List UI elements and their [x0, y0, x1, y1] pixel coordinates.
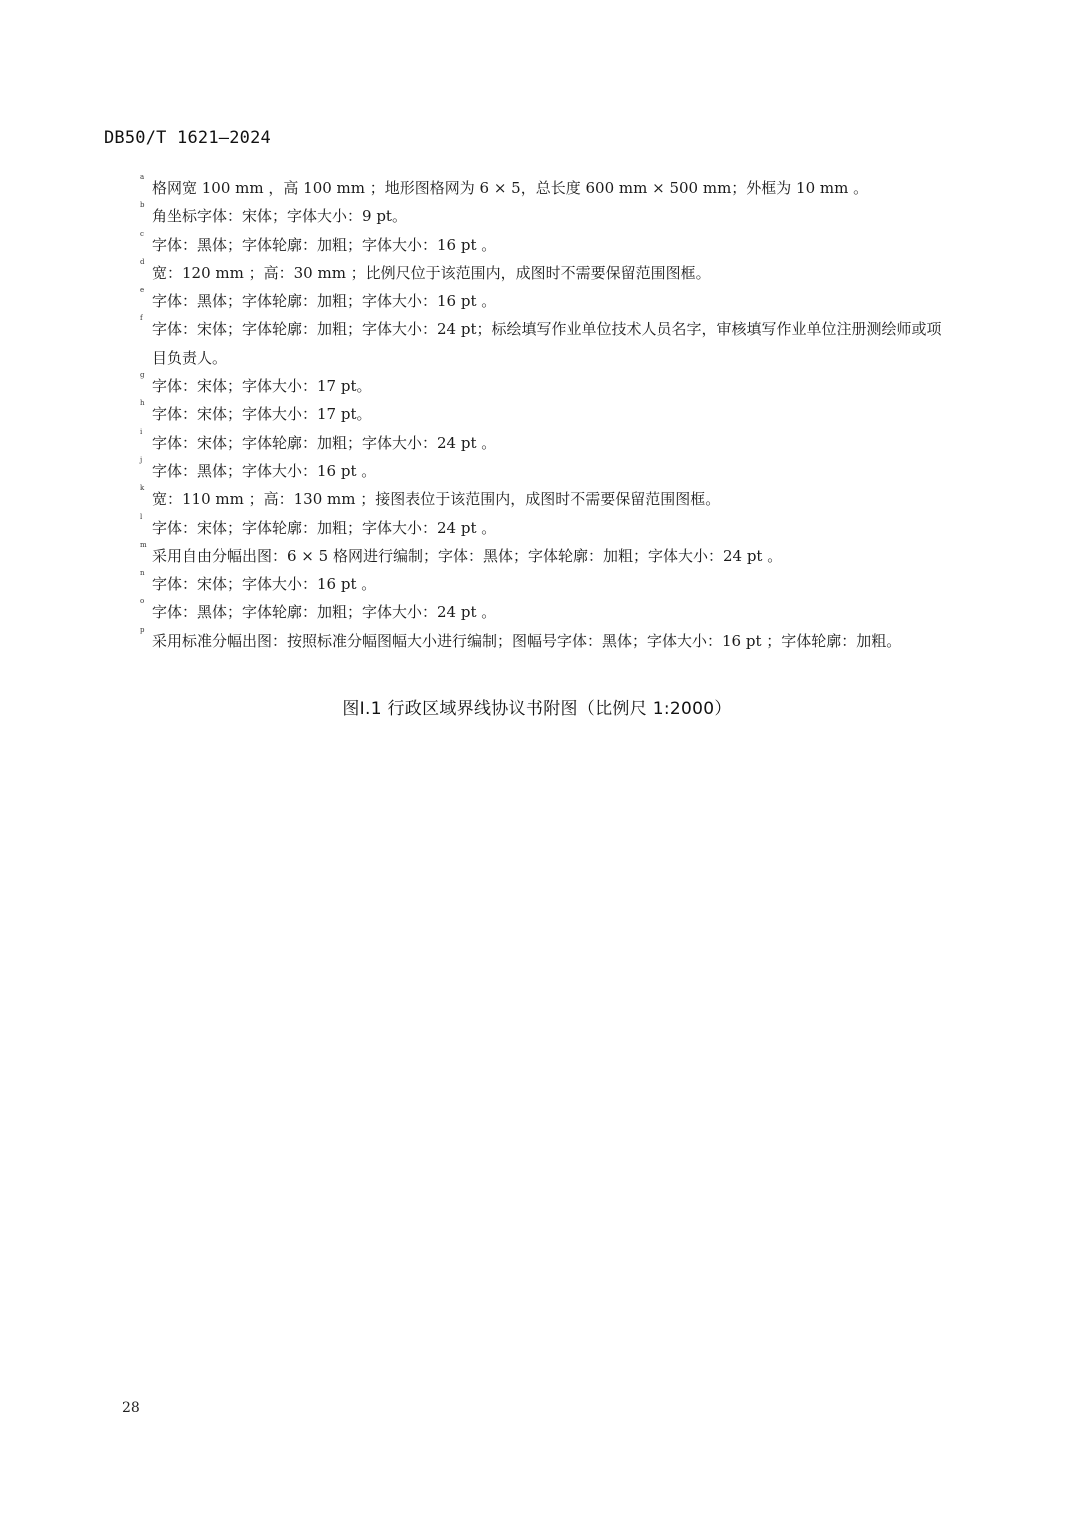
footnote-text: 格网宽 100 mm ，高 100 mm ；地形图格网为 6 × 5，总长度 600 mm × 500 mm；外框为 10 mm 。 [152, 179, 869, 197]
footnote-mark: k [140, 484, 145, 493]
footnotes-list [140, 174, 950, 655]
footnote-c [140, 231, 950, 259]
footnote-mark: c [140, 229, 144, 238]
footnote-text: 宽：120 mm ；高：30 mm ；比例尺位于该范围内，成图时不需要保留范围图框。 [152, 263, 711, 282]
footnote-mark: m [140, 540, 147, 549]
footnote-text: 字体：黑体；字体轮廓：加粗；字体大小：16 pt 。 [152, 292, 497, 311]
footnote-text: 采用标准分幅出图：按照标准分幅图幅大小进行编制；图幅号字体：黑体；字体大小：16 pt ；字体轮廓：加粗。 [152, 631, 902, 650]
footnote-mark: d [140, 257, 145, 266]
footnote-b [140, 202, 950, 230]
footnote-text: 字体：宋体；字体大小：16 pt 。 [152, 575, 377, 594]
page-number: 28 [122, 1400, 140, 1416]
footnote-text: 字体：宋体；字体大小：17 pt。 [152, 405, 372, 424]
footnote-m [140, 542, 950, 570]
footnote-mark: n [140, 569, 145, 578]
footnote-h [140, 400, 950, 428]
footnote-mark: b [140, 201, 145, 210]
footnote-e [140, 287, 950, 315]
footnote-text: 采用自由分幅出图：6 × 5 格网进行编制；字体：黑体；字体轮廓：加粗；字体大小：24 pt 。 [152, 546, 783, 565]
figure-caption: 图I.1 行政区域界线协议书附图（比例尺 1:2000） [342, 699, 732, 719]
footnote-a [140, 174, 950, 202]
footnote-mark: l [140, 512, 143, 521]
footnote-n [140, 570, 950, 598]
footnote-f [140, 315, 950, 372]
footnote-mark: j [140, 455, 143, 464]
footnote-text: 字体：宋体；字体轮廓：加粗；字体大小：24 pt 。 [152, 518, 497, 537]
footnote-text: 字体：黑体；字体大小：16 pt 。 [152, 461, 377, 480]
footnote-text: 角坐标字体：宋体；字体大小：9 pt。 [152, 207, 407, 226]
footnote-mark: i [140, 427, 143, 436]
footnote-text: 字体：宋体；字体大小：17 pt。 [152, 377, 372, 396]
footnote-j [140, 457, 950, 485]
footnote-k [140, 485, 950, 513]
footnote-text: 宽：110 mm ；高：130 mm ；接图表位于该范围内，成图时不需要保留范围图框。 [152, 490, 721, 509]
footnote-l [140, 514, 950, 542]
footnote-text: 字体：黑体；字体轮廓：加粗；字体大小：24 pt 。 [152, 603, 497, 622]
footnote-text: 字体：宋体；字体轮廓：加粗；字体大小：24 pt 。 [152, 433, 497, 452]
document-standard-code: DB50/T 1621—2024 [104, 128, 271, 148]
footnote-text: 字体：黑体；字体轮廓：加粗；字体大小：16 pt 。 [152, 235, 497, 254]
footnote-g [140, 372, 950, 400]
footnote-o [140, 598, 950, 626]
footnote-mark: g [140, 371, 145, 380]
footnote-text: 字体：宋体；字体轮廓：加粗；字体大小：24 pt；标绘填写作业单位技术人员名字，审核填写作业单位注册测绘师或项目负责人。 [152, 320, 942, 367]
footnote-d [140, 259, 950, 287]
footnote-mark: e [140, 286, 145, 295]
footnote-mark: p [140, 625, 145, 634]
footnote-p [140, 627, 950, 655]
footnote-i [140, 429, 950, 457]
footnote-mark: o [140, 597, 145, 606]
footnote-mark: a [140, 173, 145, 181]
footnote-mark: f [140, 314, 143, 323]
footnote-mark: h [140, 399, 145, 408]
